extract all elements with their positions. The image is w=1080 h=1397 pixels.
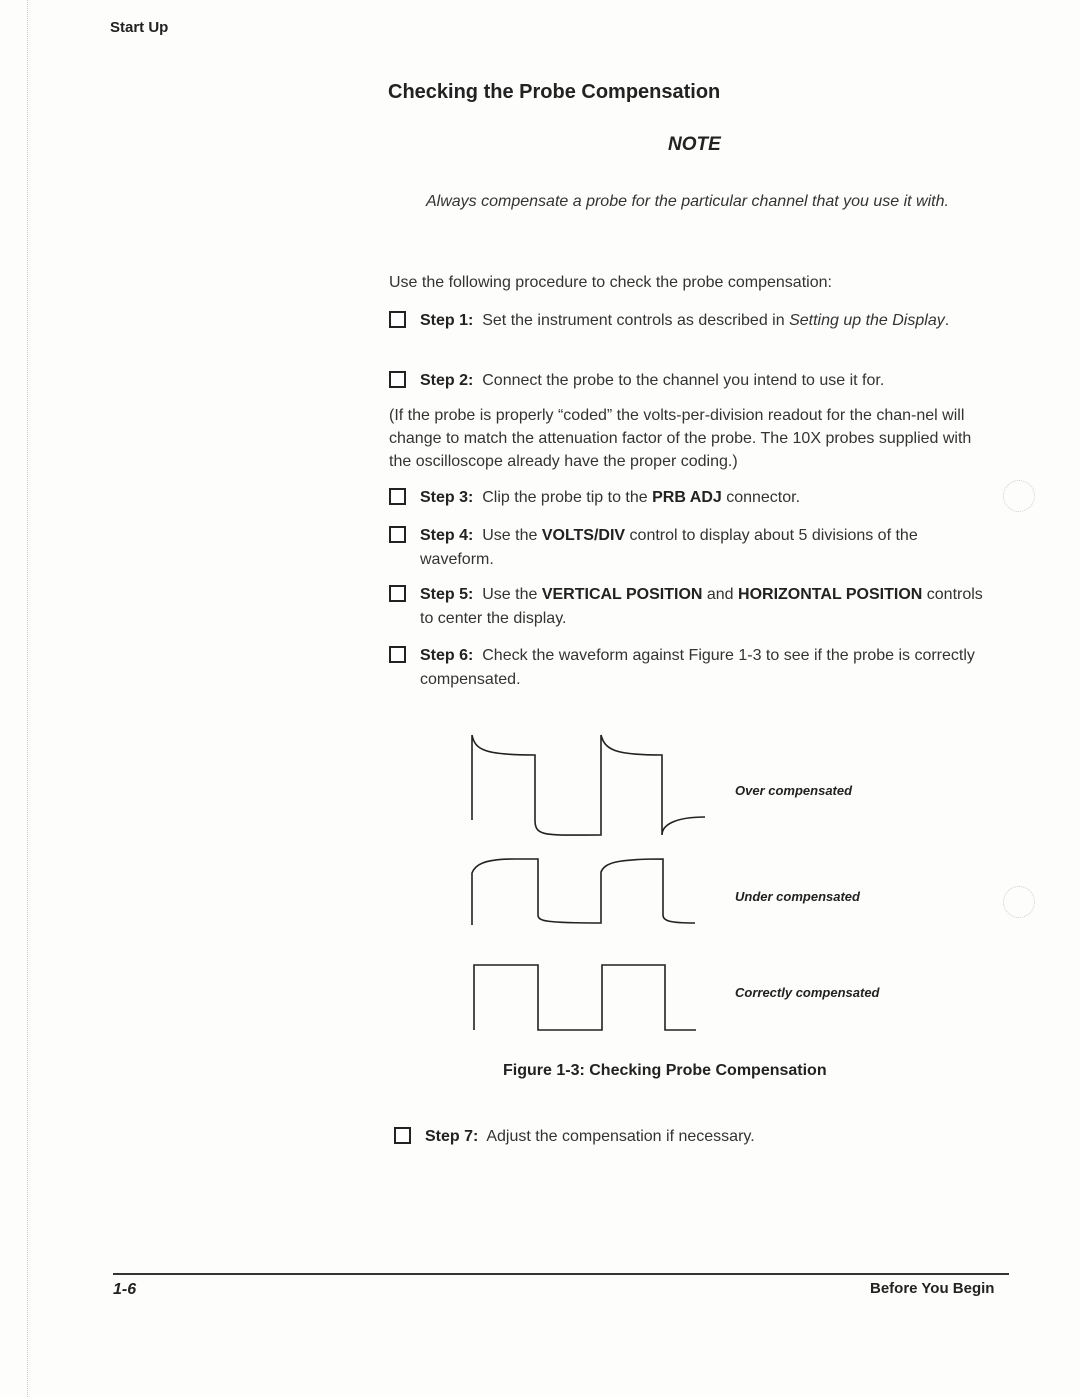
step-6 [389, 644, 989, 692]
step-text: Clip the probe tip to the [482, 489, 653, 506]
step-text: control to display about 5 divisions of the waveform. [420, 527, 918, 568]
margin-rule [27, 0, 28, 1397]
step-2-checkbox[interactable] [389, 371, 406, 388]
step-text: Adjust the compensation if necessary. [486, 1128, 755, 1145]
step-7 [394, 1125, 994, 1149]
xref-setting-up-display: Setting up the Display [789, 312, 945, 329]
step-4-checkbox[interactable] [389, 526, 406, 543]
waveform-over-compensated [472, 735, 705, 835]
step-6-checkbox[interactable] [389, 646, 406, 663]
note-heading: NOTE [668, 134, 721, 155]
note-text: Always compensate a probe for the particular channel that you use it with. [426, 193, 949, 210]
figure-caption: Figure 1-3: Checking Probe Compensation [503, 1062, 827, 1079]
step-text: Use the [482, 527, 542, 544]
step-1 [389, 309, 989, 333]
step-label: Step 1: [420, 312, 474, 329]
step-text: Use the [482, 586, 542, 603]
step-3-checkbox[interactable] [389, 488, 406, 505]
step-label: Step 3: [420, 489, 474, 506]
step-text: Set the instrument controls as described in [482, 312, 790, 329]
step-text: . [944, 312, 950, 329]
binder-hole-mark [1003, 886, 1035, 918]
caption-over-compensated: Over compensated [735, 783, 853, 798]
step-label: Step 4: [420, 527, 474, 544]
step-label: Step 2: [420, 372, 474, 389]
step-4 [389, 524, 989, 572]
chapter-title: Before You Begin [870, 1280, 995, 1297]
step-text: Check the waveform against Figure 1-3 to see if the probe is correctly compensated. [420, 647, 975, 688]
step-1-checkbox[interactable] [389, 311, 406, 328]
binder-hole-mark [1003, 480, 1035, 512]
waveform-correctly-compensated [474, 965, 696, 1030]
waveform-under-compensated [472, 859, 695, 925]
step-5-checkbox[interactable] [389, 585, 406, 602]
step-label: Step 7: [425, 1128, 479, 1145]
page-number: 1-6 [113, 1281, 137, 1298]
step-text: controls to center the display. [420, 586, 983, 627]
section-title: Checking the Probe Compensation [388, 81, 721, 103]
step-text: connector. [721, 489, 801, 506]
step-7-checkbox[interactable] [394, 1127, 411, 1144]
step-5 [389, 583, 989, 631]
control-volts-div: VOLTS/DIV [541, 527, 626, 544]
probe-compensation-figure [455, 725, 725, 1045]
footer-rule [113, 1273, 1009, 1275]
control-prb-adj: PRB ADJ [652, 489, 722, 506]
procedure-intro: Use the following procedure to check the probe compensation: [389, 274, 832, 291]
step-2 [389, 369, 989, 393]
step-3 [389, 486, 989, 510]
step-label: Step 5: [420, 586, 474, 603]
step-text: and [702, 586, 739, 603]
coding-note: (If the probe is properly “coded” the volts-per-division readout for the chan-nel will change to match the attenuation factor of the probe. The 10X probes supplied with the oscilloscope already have the proper coding.) [389, 407, 972, 470]
control-vertical-position: VERTICAL POSITION [541, 586, 703, 603]
control-horizontal-position: HORIZONTAL POSITION [738, 586, 923, 603]
caption-correctly-compensated: Correctly compensated [735, 985, 880, 1000]
step-text: Connect the probe to the channel you intend to use it for. [482, 372, 885, 389]
running-header: Start Up [110, 19, 169, 36]
step-label: Step 6: [420, 647, 474, 664]
caption-under-compensated: Under compensated [735, 889, 860, 904]
